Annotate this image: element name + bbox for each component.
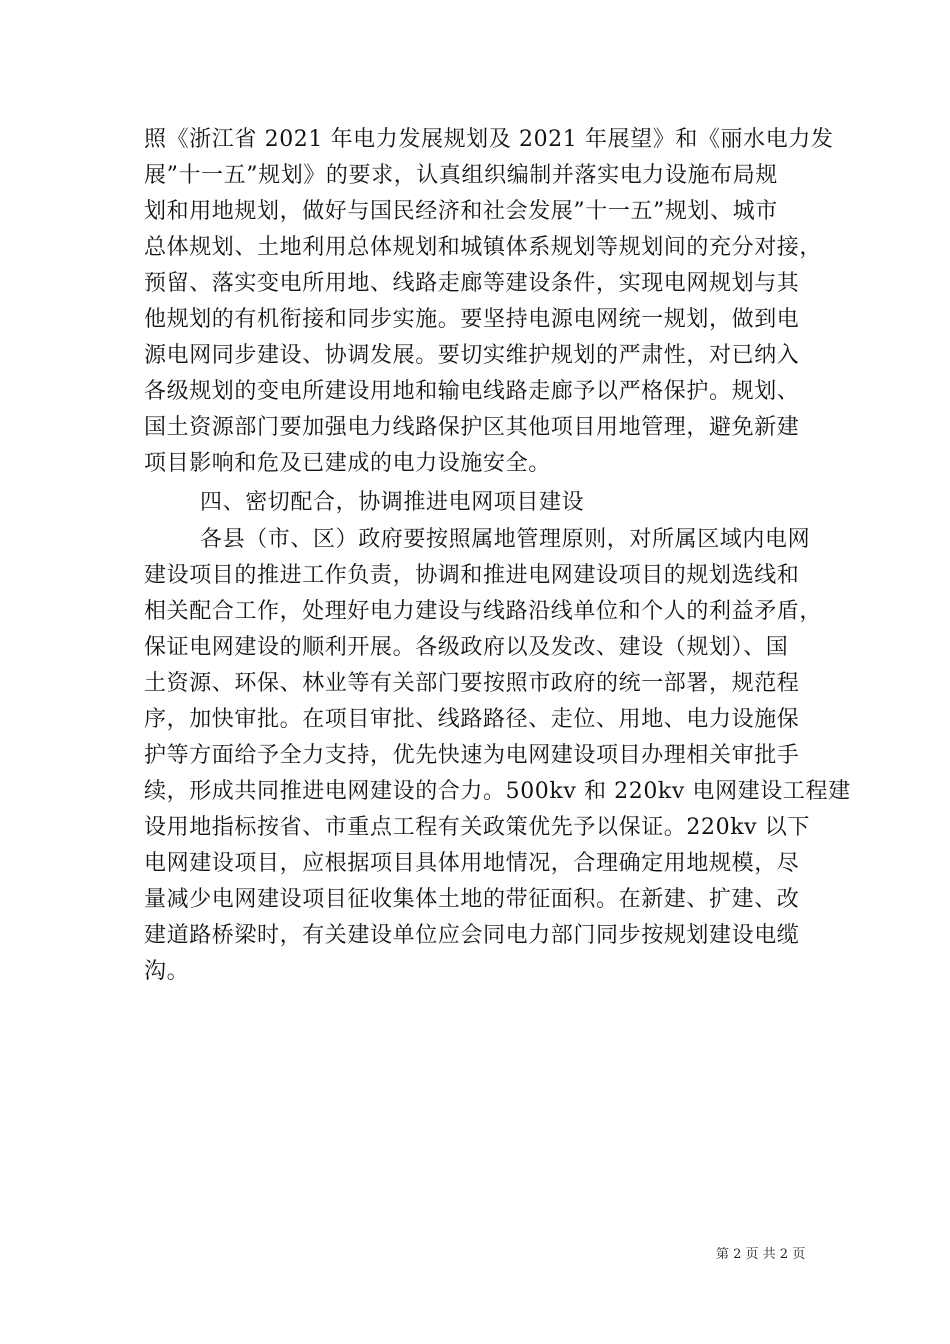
text-line-15: 保证电网建设的顺利开展。各级政府以及发改、建设（规划）、国 [144,635,789,660]
text-line-9: 国土资源部门要加强电力线路保护区其他项目用地管理，避免新建 [144,415,800,440]
text-line-3: 划和用地规划，做好与国民经济和社会发展”十一五”规划、城市 [144,199,778,224]
text-line-21: 电网建设项目，应根据项目具体用地情况，合理确定用地规模，尽 [144,851,800,876]
text-line-10: 项目影响和危及已建成的电力设施安全。 [144,451,551,476]
text-line-4: 总体规划、土地利用总体规划和城镇体系规划等规划间的充分对接， [144,235,823,260]
text-line-24: 沟。 [144,959,190,984]
text-line-19: 续，形成共同推进电网建设的合力。500kv 和 220kv 电网建设工程建 [144,779,851,804]
text-line-7: 源电网同步建设、协调发展。要切实维护规划的严肃性，对已纳入 [144,343,800,368]
section-heading: 四、密切配合，协调推进电网项目建设 [200,490,585,515]
text-line-14: 相关配合工作，处理好电力建设与线路沿线单位和个人的利益矛盾， [144,599,823,624]
text-line-1: 照《浙江省 2021 年电力发展规划及 2021 年展望》和《丽水电力发 [144,127,834,152]
page-number-footer: 第 2 页 共 2 页 [716,1247,806,1262]
text-line-8: 各级规划的变电所建设用地和输电线路走廊予以严格保护。规划、 [144,379,800,404]
text-line-17: 序，加快审批。在项目审批、线路路径、走位、用地、电力设施保 [144,707,800,732]
text-line-18: 护等方面给予全力支持，优先快速为电网建设项目办理相关审批手 [144,743,800,768]
text-line-20: 设用地指标按省、市重点工程有关政策优先予以保证。220kv 以下 [144,815,810,840]
text-line-13: 建设项目的推进工作负责，协调和推进电网建设项目的规划选线和 [144,563,800,588]
text-line-5: 预留、落实变电所用地、线路走廊等建设条件，实现电网规划与其 [144,271,800,296]
text-line-6: 他规划的有机衔接和同步实施。要坚持电源电网统一规划，做到电 [144,307,800,332]
text-line-16: 土资源、环保、林业等有关部门要按照市政府的统一部署，规范程 [144,671,800,696]
text-line-23: 建道路桥梁时，有关建设单位应会同电力部门同步按规划建设电缆 [144,923,800,948]
text-line-2: 展”十一五”规划》的要求，认真组织编制并落实电力设施布局规 [144,163,778,188]
text-line-12: 各县（市、区）政府要按照属地管理原则，对所属区域内电网 [200,527,811,552]
text-line-22: 量减少电网建设项目征收集体土地的带征面积。在新建、扩建、改 [144,887,800,912]
